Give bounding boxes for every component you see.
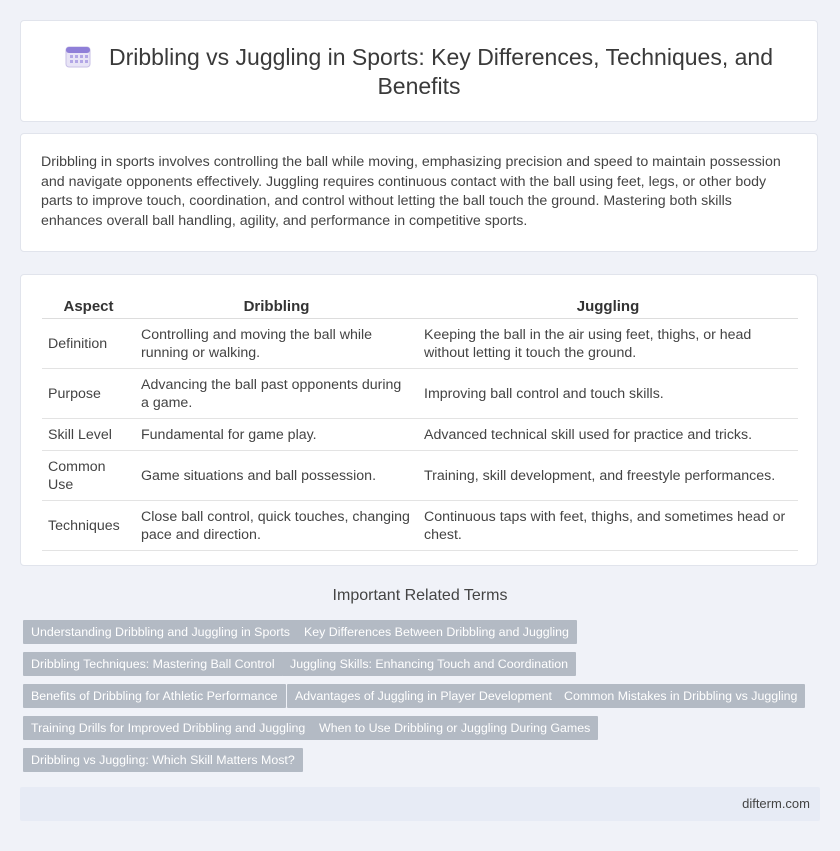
related-term-tag[interactable]: Key Differences Between Dribbling and Juggling xyxy=(296,620,577,644)
table-row xyxy=(42,419,798,451)
row-aspect: Common Use xyxy=(42,451,135,501)
table-header-row xyxy=(42,295,798,319)
related-term-tag[interactable]: Dribbling vs Juggling: Which Skill Matters Most? xyxy=(23,748,303,772)
header-aspect: Aspect xyxy=(42,295,135,319)
related-term-tag[interactable]: Training Drills for Improved Dribbling and Juggling xyxy=(23,716,313,740)
page-title-wrap xyxy=(51,43,787,101)
related-term-tag[interactable]: Benefits of Dribbling for Athletic Performance xyxy=(23,684,286,708)
row-dribbling: Fundamental for game play. xyxy=(135,419,418,451)
row-dribbling: Close ball control, quick touches, changing pace and direction. xyxy=(135,501,418,551)
header-juggling: Juggling xyxy=(418,295,798,319)
related-terms-title: Important Related Terms xyxy=(332,587,508,604)
related-term-tag[interactable]: Dribbling Techniques: Mastering Ball Control xyxy=(23,652,283,676)
calendar-icon xyxy=(65,44,91,68)
related-term-tag[interactable]: Advantages of Juggling in Player Development xyxy=(287,684,560,708)
row-aspect: Definition xyxy=(42,319,135,369)
row-aspect: Skill Level xyxy=(42,419,135,451)
table-row xyxy=(42,319,798,369)
table-row xyxy=(42,451,798,501)
row-aspect: Purpose xyxy=(42,369,135,419)
header-dribbling: Dribbling xyxy=(135,295,418,319)
footer-site[interactable]: difterm.com xyxy=(742,796,810,811)
related-term-tag[interactable]: When to Use Dribbling or Juggling During Games xyxy=(311,716,598,740)
row-juggling: Continuous taps with feet, thighs, and sometimes head or chest. xyxy=(418,501,798,551)
footer xyxy=(20,787,820,821)
related-term-tag[interactable]: Understanding Dribbling and Juggling in Sports xyxy=(23,620,298,644)
row-juggling: Keeping the ball in the air using feet, thighs, or head without letting it touch the ground. xyxy=(418,319,798,369)
row-juggling: Improving ball control and touch skills. xyxy=(418,369,798,419)
comparison-card xyxy=(20,274,818,566)
row-dribbling: Advancing the ball past opponents during a game. xyxy=(135,369,418,419)
table-row xyxy=(42,501,798,551)
row-juggling: Advanced technical skill used for practice and tricks. xyxy=(418,419,798,451)
row-juggling: Training, skill development, and freestyle performances. xyxy=(418,451,798,501)
comparison-table xyxy=(42,295,798,551)
row-dribbling: Controlling and moving the ball while running or walking. xyxy=(135,319,418,369)
related-term-tag[interactable]: Juggling Skills: Enhancing Touch and Coordination xyxy=(282,652,576,676)
page-title: Dribbling vs Juggling in Sports: Key Differences, Techniques, and Benefits xyxy=(109,44,773,99)
row-dribbling: Game situations and ball possession. xyxy=(135,451,418,501)
table-row xyxy=(42,369,798,419)
row-aspect: Techniques xyxy=(42,501,135,551)
header-card xyxy=(20,20,818,122)
related-term-tag[interactable]: Common Mistakes in Dribbling vs Juggling xyxy=(556,684,805,708)
intro-card xyxy=(20,133,818,252)
intro-text: Dribbling in sports involves controlling the ball while moving, emphasizing precision and speed to maintain possession and navigate opponents effectively. Juggling requires continuous contact with the ball using feet, legs, or other body parts to improve touch, coordination, and control without letting the ball touch the ground. Mastering both skills enhances overall ball handling, agility, and performance in competitive sports. xyxy=(41,154,781,229)
